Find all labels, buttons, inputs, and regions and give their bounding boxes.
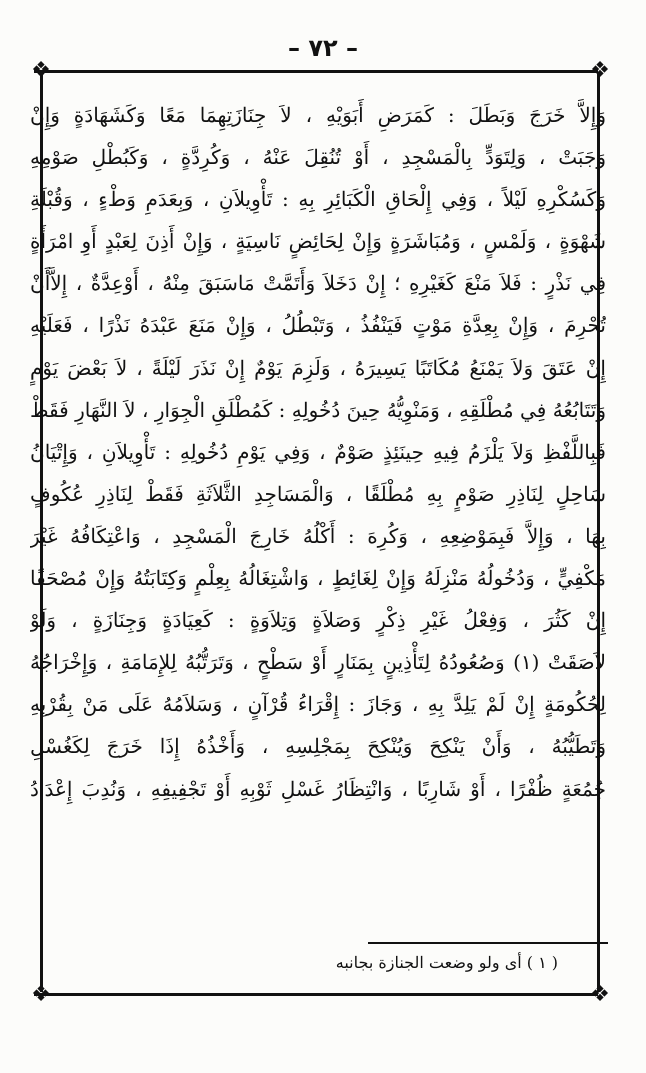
frame-top-rule bbox=[34, 70, 598, 73]
text-line: شَهْوَةٍ ، وَلَمْسٍ ، وَمُبَاشَرَةٍ وَإِنْ لِحَائِضٍ نَاسِيَةٍ ، وَإِنْ أَذِنَ لِعَبْدٍ أَوِ امْرَأَةٍ bbox=[30, 229, 606, 254]
text-line: وَتَتَابُعُهُ فِي مُطْلَقِهِ ، وَمَنْوِيُّهُ حِينَ دُخُولِهِ : كَمُطْلَقِ الْجِوَارِ ، لاَ النَّهَارِ فَقَطْ bbox=[30, 397, 606, 422]
text-line: إِنْ كَثُرَ ، وَفِعْلُ غَيْرِ ذِكْرٍ وَصَلاَةٍ وَتِلاَوَةٍ : كَعِيَادَةٍ وَجِنَازَةٍ ، وَلَوْ bbox=[30, 608, 606, 633]
text-line: وَإِلاَّ خَرَجَ وَبَطَلَ : كَمَرَضِ أَبَوَيْهِ ، لاَ جِنَازَتِهِمَا مَعًا وَكَشَهَادَةٍ وَإِنْ bbox=[30, 103, 606, 127]
ornament-icon: ❖ bbox=[590, 58, 610, 83]
text-line: وَتَطَيُّبُهُ ، وَأَنْ يَنْكِحَ وَيُنْكِحَ بِمَجْلِسِهِ ، وَأَخْذُهُ إِذَا خَرَجَ لِكَغُسْلِ bbox=[30, 734, 606, 759]
text-line: فَبِاللَّفْظِ وَلاَ يَلْزَمُ فِيهِ حِينَئِذٍ صَوْمٌ ، وَفِي يَوْمِ دُخُولِهِ : تَأْوِيلاَنِ ، وَإِتْيَانُ bbox=[30, 439, 606, 464]
text-line: لاَصَقَتْ (١) وَصُعُودُهُ لِتَأْذِينٍ بِمَنَارٍ أَوْ سَطْحٍ ، وَتَرَتُّبُهُ لِلإِمَامَةِ ، وَإِخْرَاجُهُ bbox=[30, 650, 606, 675]
footnote: ( ١ ) أى ولو وضعت الجنازة بجانبه bbox=[335, 953, 558, 972]
ornament-icon: ❖ bbox=[590, 982, 610, 1007]
ornament-icon: ❖ bbox=[31, 58, 51, 83]
text-line: لِحُكُومَةٍ إِنْ لَمْ يَلِدَّ بِهِ ، وَجَازَ : إِقْرَاءُ قُرْآنٍ ، وَسَلاَمُهُ عَلَى مَنْ بِقُرْبِهِ bbox=[30, 692, 606, 717]
text-line: مَكْفِيٍّ ، وَدُخُولُهُ مَنْزِلَهُ وَإِنْ لِغَائِطٍ ، وَاشْتِغَالُهُ بِعِلْمٍ وَكِتَابَتُهُ وَإِنْ مُصْحَفًا bbox=[30, 566, 606, 591]
text-line: جُمُعَةٍ ظُفْرًا ، أَوْ شَارِبًا ، وَانْتِظَارُ غَسْلِ ثَوْبِهِ أَوْ تَجْفِيفِهِ ، وَنُدِبَ إِعْدَادُ bbox=[30, 776, 606, 801]
footnote-separator bbox=[368, 942, 608, 944]
ornament-icon: ❖ bbox=[31, 982, 51, 1007]
text-line: سَاحِلٍ لِنَاذِرِ صَوْمٍ بِهِ مُطْلَقًا ، وَالْمَسَاجِدِ الثَّلاَثَةِ فَقَطْ لِنَاذِرِ عُكُوفٍ bbox=[30, 481, 606, 506]
main-text bbox=[30, 94, 606, 810]
text-line: فِي نَذْرٍ : فَلاَ مَنْعَ كَغَيْرِهِ ؛ إِنْ دَخَلاَ وَأَتَمَّتْ مَاسَبَقَ مِنْهُ ، أَوْعِدَّةٌ ، إِلاَّأَنْ bbox=[30, 271, 606, 296]
page-number: – ٧٢ – bbox=[287, 34, 358, 62]
text-line: وَكَسُكْرِهِ لَيْلاً ، وَفِي إِلْحَاقِ الْكَبَائِرِ بِهِ : تَأْوِيلاَنِ ، وَبِعَدَمِ وَطْءٍ ، وَقُبْلَةِ bbox=[30, 187, 606, 212]
text-line: بِهَا ، وَإِلاَّ فَبِمَوْضِعِهِ ، وَكُرِهَ : أَكْلُهُ خَارِجَ الْمَسْجِدِ ، وَاعْتِكَافُهُ غَيْرَ bbox=[30, 523, 606, 548]
text-line: وَجَبَتْ ، وَلِتَوَدٍّ بِالْمَسْجِدِ ، أَوْ تُنُقِلَ عَنْهُ ، وَكُرِدَّةٍ ، وَكَبُطْلِ صَوْمِهِ bbox=[30, 145, 606, 170]
text-line: إِنْ عَتَقَ وَلاَ يَمْنَعُ مُكَاتَبًا يَسِيرَهُ ، وَلَزِمَ يَوْمٌ إِنْ نَذَرَ لَيْلَةً ، لاَ بَعْضَ يَوْمٍ bbox=[30, 355, 606, 380]
frame-bottom-rule bbox=[34, 993, 598, 996]
text-line: تُحْرِمَ ، وَإِنْ بِعِدَّةِ مَوْتٍ فَيَنْفُذُ ، وَتَبْطُلُ ، وَإِنْ مَنَعَ عَبْدَهُ نَذْرًا ، فَعَلَيْهِ bbox=[30, 313, 606, 338]
